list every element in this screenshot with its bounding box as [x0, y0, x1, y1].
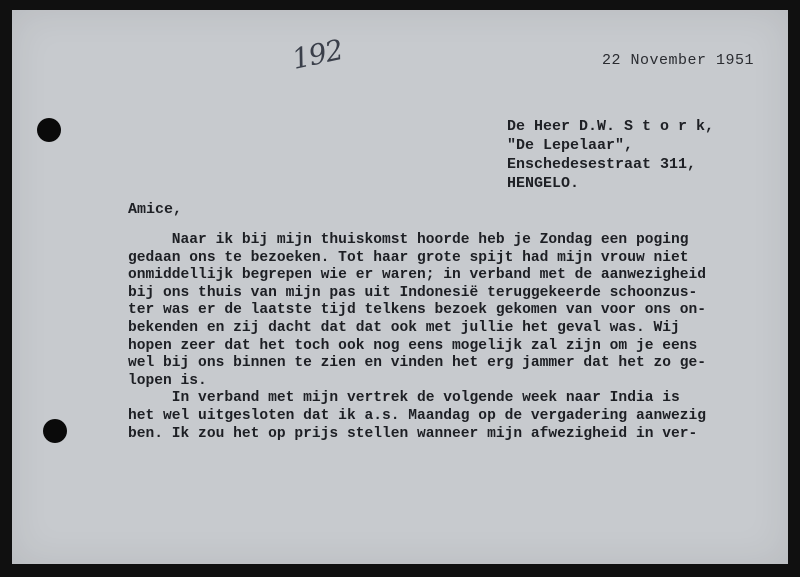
body-line: het wel uitgesloten dat ik a.s. Maandag op de vergadering aanwezig	[128, 407, 707, 424]
body-line: hopen zeer dat het toch ook nog eens mogelijk zal zijn om je eens	[128, 337, 698, 354]
body-line: In verband met mijn vertrek de volgende week naar India is	[128, 390, 680, 407]
body-line: onmiddellijk begrepen wie er waren; in verband met de aanwezigheid	[128, 267, 707, 284]
body-line: Naar ik bij mijn thuiskomst hoorde heb je Zondag een poging	[128, 232, 689, 248]
body-line: wel bij ons binnen te zien en vinden het erg jammer dat het zo ge-	[128, 355, 707, 372]
letter-date: 22 November 1951	[602, 52, 755, 69]
address-line: De Heer D.W. S t o r k,	[507, 118, 715, 135]
letter-body	[128, 232, 778, 443]
punch-hole-bottom	[43, 419, 67, 443]
address-line: Enschedesestraat 311,	[507, 156, 697, 173]
salutation: Amice,	[128, 201, 183, 218]
body-line: ter was er de laatste tijd telkens bezoek gekomen van voor ons on-	[128, 302, 707, 319]
body-line: gedaan ons te bezoeken. Tot haar grote spijt had mijn vrouw niet	[128, 249, 689, 266]
body-line: lopen is.	[128, 372, 207, 389]
handwritten-number: 192	[289, 33, 346, 76]
punch-hole-top	[37, 118, 61, 142]
address-line: "De Lepelaar",	[507, 137, 634, 154]
recipient-address	[507, 117, 714, 193]
letter-page	[12, 10, 788, 564]
address-line: HENGELO.	[507, 175, 580, 192]
body-line: bij ons thuis van mijn pas uit Indonesië teruggekeerde schoonzus-	[128, 284, 698, 301]
body-line: ben. Ik zou het op prijs stellen wanneer mijn afwezigheid in ver-	[128, 425, 698, 442]
body-line: bekenden en zij dacht dat dat ook met jullie het geval was. Wij	[128, 319, 680, 336]
